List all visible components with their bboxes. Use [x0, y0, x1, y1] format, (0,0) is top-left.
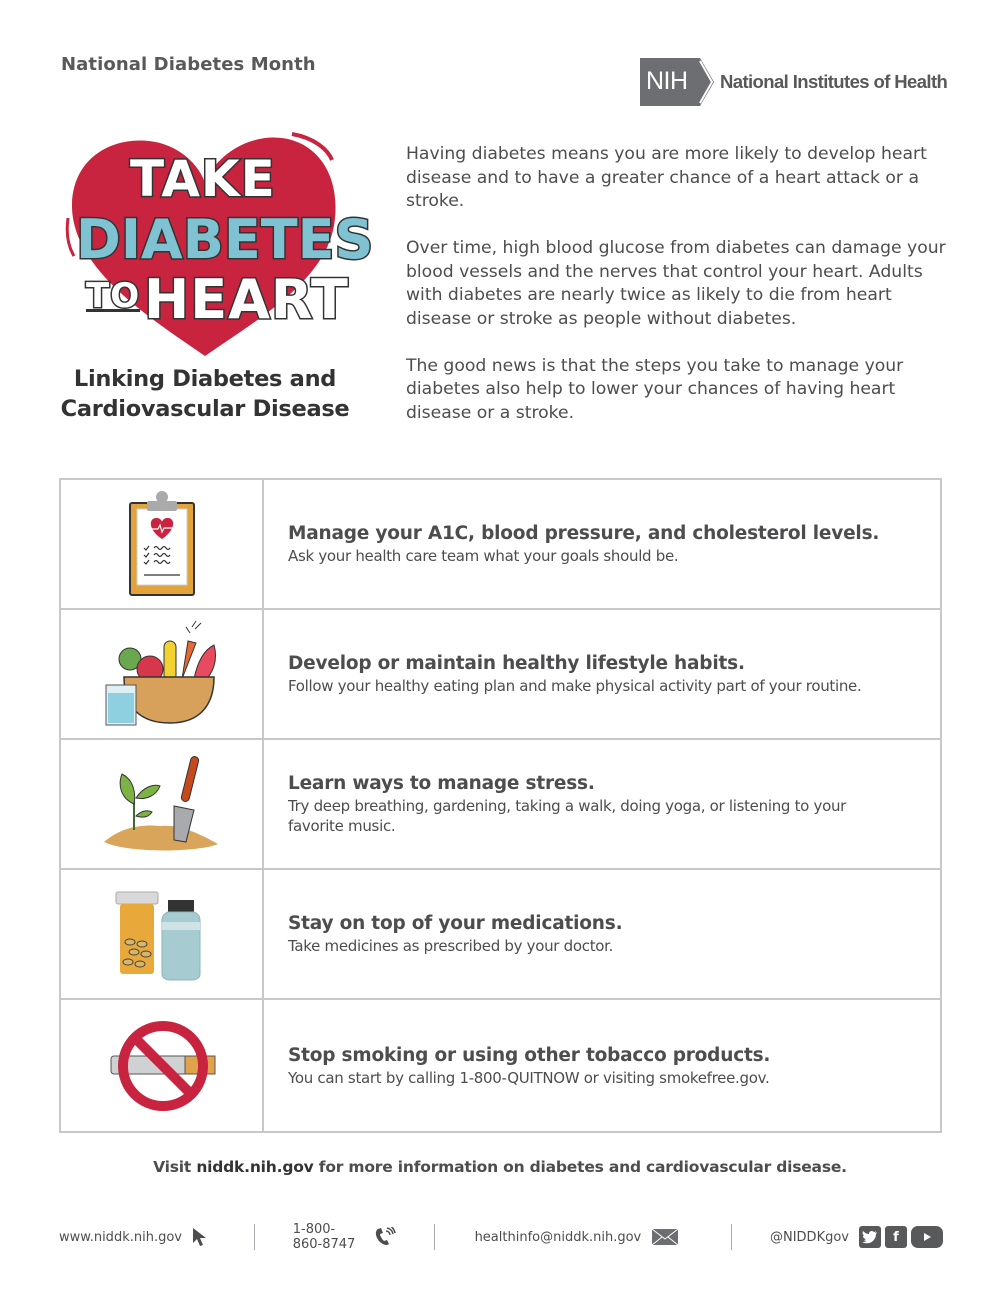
tip-row: [61, 740, 940, 870]
take-diabetes-to-heart-logo: [60, 128, 374, 368]
cursor-icon: [192, 1227, 208, 1247]
footer-phone[interactable]: [293, 1222, 396, 1252]
medicine-bottles-icon: [61, 870, 264, 998]
intro-paragraph: Having diabetes means you are more likely to develop heart disease and to have a greater chance of a heart attack or a stroke.: [406, 144, 927, 211]
nih-abbrev: NIH: [646, 67, 688, 95]
footer-website[interactable]: [59, 1227, 208, 1247]
no-smoking-icon: [61, 1000, 264, 1131]
intro-paragraph: Over time, high blood glucose from diabetes can damage your blood vessels and the nerves that control your heart. Adults with diabetes are nearly twice as likely to die from heart disease or stroke as people without diabetes.: [406, 238, 946, 329]
tips-table: [59, 478, 942, 1133]
clipboard-heart-icon: [61, 480, 264, 608]
footer-email[interactable]: [475, 1228, 680, 1246]
footer: [59, 1222, 943, 1252]
tip-description: Try deep breathing, gardening, taking a walk, doing yoga, or listening to your favorite music.: [288, 797, 847, 835]
twitter-icon[interactable]: [859, 1226, 881, 1248]
food-bowl-icon: [61, 610, 264, 738]
tip-row: [61, 480, 940, 610]
nih-name: National Institutes of Health: [720, 71, 948, 92]
footer-divider: [731, 1224, 732, 1250]
tip-description: Ask your health care team what your goals should be.: [288, 547, 679, 565]
visit-suffix: for more information on diabetes and cardiovascular disease.: [313, 1158, 847, 1176]
plant-shovel-icon: [61, 740, 264, 868]
visit-prefix: Visit: [153, 1158, 197, 1176]
nih-logo-badge: [640, 58, 714, 106]
envelope-icon: [651, 1228, 679, 1246]
tip-description: Follow your healthy eating plan and make physical activity part of your routine.: [288, 677, 862, 695]
tip-title: Learn ways to manage stress.: [288, 773, 595, 794]
subtitle-line-2: Cardiovascular Disease: [60, 396, 350, 422]
tip-title: Develop or maintain healthy lifestyle habits.: [288, 653, 745, 674]
nih-logo: [640, 58, 947, 106]
social-handle[interactable]: @NIDDKgov: [769, 1229, 849, 1245]
subtitle-line-1: Linking Diabetes and: [73, 366, 337, 392]
website-link[interactable]: www.niddk.nih.gov: [59, 1229, 182, 1245]
tip-row: [61, 610, 940, 740]
tip-description: You can start by calling 1-800-QUITNOW or visiting smokefree.gov.: [288, 1068, 770, 1087]
footer-divider: [434, 1224, 435, 1250]
tip-row: [61, 1000, 940, 1131]
footer-social: [770, 1226, 943, 1248]
hero-to: TO: [86, 276, 141, 316]
phone-number[interactable]: 1-800-860-8747: [292, 1222, 356, 1252]
footer-divider: [254, 1224, 255, 1250]
youtube-icon[interactable]: [911, 1226, 943, 1248]
tip-description: Take medicines as prescribed by your doctor.: [288, 937, 614, 955]
tip-title: Stop smoking or using other tobacco products.: [288, 1044, 771, 1066]
tip-title: Stay on top of your medications.: [288, 913, 623, 934]
tip-row: [61, 870, 940, 1000]
phone-icon: [374, 1227, 396, 1247]
top-label: National Diabetes Month: [61, 54, 316, 75]
intro-text: [406, 143, 951, 449]
visit-line: [0, 1158, 1000, 1176]
visit-link[interactable]: niddk.nih.gov: [196, 1158, 314, 1176]
hero-heart: HEART: [144, 268, 349, 331]
intro-paragraph: The good news is that the steps you take to manage your diabetes also help to lower your chances of having heart disease or a stroke.: [406, 355, 904, 423]
hero-take: TAKE: [130, 150, 276, 208]
facebook-icon[interactable]: f: [885, 1226, 907, 1248]
tip-title: Manage your A1C, blood pressure, and cholesterol levels.: [288, 523, 880, 544]
email-address[interactable]: healthinfo@niddk.nih.gov: [474, 1229, 642, 1245]
hero-diabetes: DIABETES: [76, 208, 374, 271]
social-icons: [859, 1226, 943, 1248]
subtitle: [60, 364, 350, 424]
